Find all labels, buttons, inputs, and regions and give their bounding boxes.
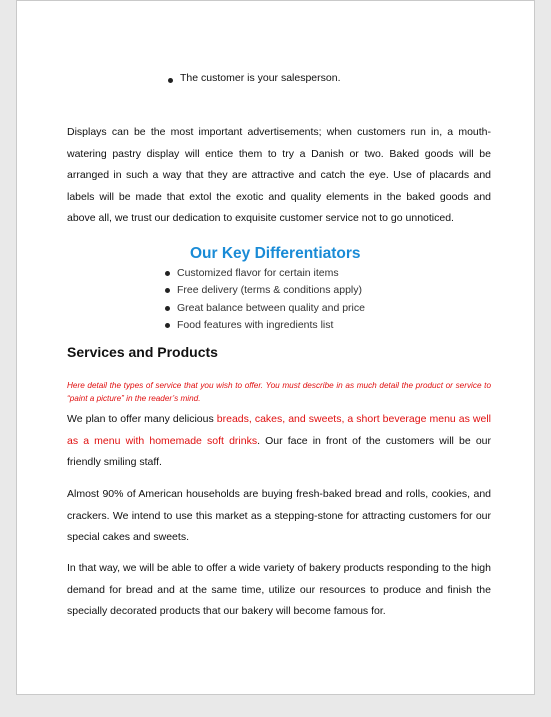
- key-differentiators-list: [177, 265, 365, 335]
- list-item: Free delivery (terms & conditions apply): [177, 282, 365, 299]
- list-item: The customer is your salesperson.: [180, 72, 341, 84]
- variety-paragraph: In that way, we will be able to offer a wide variety of bakery products responding to the high demand for bread and at the same time, utilize our resources to produce and finish the specially decorated products that our bakery will become famous for.: [67, 562, 491, 617]
- offer-text-start: We plan to offer many delicious: [67, 413, 217, 425]
- list-item: Food features with ingredients list: [177, 317, 365, 334]
- market-paragraph: Almost 90% of American households are buying fresh-baked bread and rolls, cookies, and crackers. We intend to use this market as a stepping-stone for attracting customers for our special cakes and sweets.: [67, 488, 491, 543]
- instruction-note: Here detail the types of service that you wish to offer. You must describe in as much detail the product or service to “paint a picture” in the reader’s mind.: [67, 381, 491, 403]
- display-paragraph: Displays can be the most important advertisements; when customers run in, a mouth-watering pastry display will entice them to try a Danish or two. Baked goods will be arranged in such a way that they are attractive and catch the eye. Use of placards and labels will be made that extol the exotic and quality elements in the baked goods and above all, we trust our dedication to exquisite customer service not to go unnoticed.: [67, 126, 491, 224]
- offer-paragraph: [67, 409, 491, 474]
- document-page: [16, 0, 535, 695]
- key-differentiators-heading: Our Key Differentiators: [190, 245, 361, 262]
- services-products-heading: Services and Products: [67, 344, 218, 360]
- list-item: Great balance between quality and price: [177, 300, 365, 317]
- offer-highlight: breads, cakes, and sweets, a short beverage menu as well as a menu with homemade soft drinks: [67, 413, 492, 447]
- intro-bullet-list: [180, 72, 340, 84]
- list-item: Customized flavor for certain items: [177, 265, 365, 282]
- offer-text-end: . Our face in front of the customers will be our friendly smiling staff.: [67, 434, 491, 468]
